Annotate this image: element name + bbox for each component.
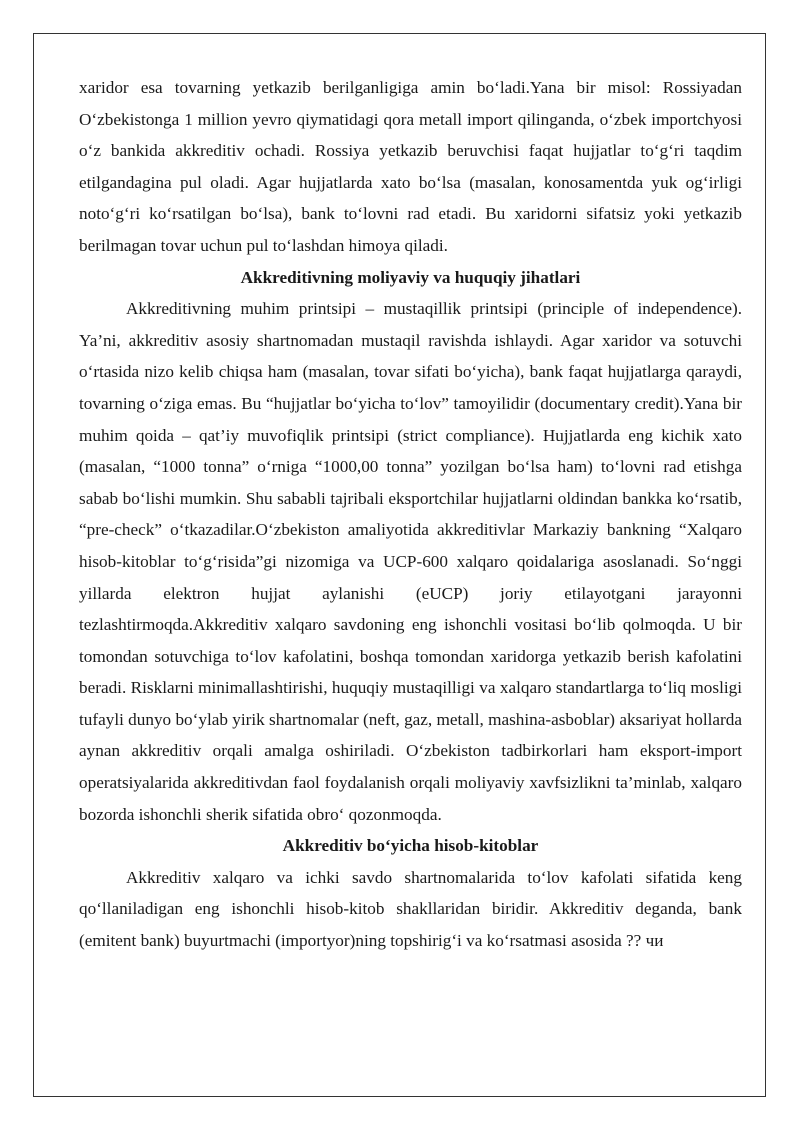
- document-body: [79, 72, 742, 957]
- body-paragraph: xaridor esa tovarning yetkazib berilganligiga amin bo‘ladi.Yana bir misol: Rossiyadan O‘zbekistonga 1 million yevro qiymatidagi qora metall import qilinganda, o‘zbek importchyosi o‘z bankida akkreditiv ochadi. Rossiya yetkazib beruvchisi faqat hujjatlar to‘g‘ri taqdim etilgandagina pul oladi. Agar hujjatlarda xato bo‘lsa (masalan, konosamentda yuk og‘irligi noto‘g‘ri ko‘rsatilgan bo‘lsa), bank to‘lovni rad etadi. Bu xaridorni sifatsiz yoki yetkazib berilmagan tovar uchun pul to‘lashdan himoya qiladi.: [79, 78, 742, 255]
- body-paragraph: Akkreditivning muhim printsipi – mustaqillik printsipi (principle of independence). Ya’ni, akkreditiv asosiy shartnomadan mustaqil ravishda ishlaydi. Agar xaridor va sotuvchi o‘rtasida nizo kelib chiqsa ham (masalan, tovar sifati bo‘yicha), bank faqat hujjatlarga qaraydi, tovarning o‘ziga emas. Bu “hujjatlar bo‘yicha to‘lov” tamoyilidir (documentary credit).Yana bir muhim qoida – qat’iy muvofiqlik printsipi (strict compliance). Hujjatlarda eng kichik xato (masalan, “1000 tonna” o‘rniga “1000,00 tonna” yozilgan bo‘lsa ham) to‘lovni rad etishga sabab bo‘lishi mumkin. Shu sababli tajribali eksportchilar hujjatlarni oldindan bankka ko‘rsatib, “pre-check” o‘tkazadilar.O‘zbekiston amaliyotida akkreditivlar Markaziy bankning “Xalqaro hisob-kitoblar to‘g‘risida”gi nizomiga va UCP-600 xalqaro qoidalariga asoslanadi. So‘nggi yillarda elektron hujjat aylanishi (eUCP) joriy etilayotgani jarayonni tezlashtirmoqda.Akkreditiv xalqaro savdoning eng ishonchli vositasi bo‘lib qolmoqda. U bir tomondan sotuvchiga to‘lov kafolatini, boshqa tomondan xaridorga yetkazib berish kafolatini beradi. Risklarni minimallashtirishi, huquqiy mustaqilligi va xalqaro standartlarga to‘liq mosligi tufayli dunyo bo‘ylab yirik shartnomalar (neft, gaz, metall, mashina-asboblar) aksariyat hollarda aynan akkreditiv orqali amalga oshiriladi. O‘zbekiston tadbirkorlari ham eksport-import operatsiyalarida akkreditivdan faol foydalanish orqali moliyaviy xavfsizlikni ta’minlab, xalqaro bozorda ishonchli sherik sifatida obro‘ qozonmoqda.: [79, 299, 742, 824]
- body-paragraph: Akkreditiv xalqaro va ichki savdo shartnomalarida to‘lov kafolati sifatida keng qo‘llaniladigan eng ishonchli hisob-kitob shakllaridan biridir. Akkreditiv deganda, bank (emitent bank) buyurtmachi (importyor)ning topshirig‘i va ko‘rsatmasi asosida ?? чи: [79, 867, 742, 951]
- section-heading: Akkreditiv bo‘yicha hisob-kitoblar: [282, 836, 539, 856]
- section-heading: Akkreditivning moliyaviy va huquqiy jihatlari: [240, 267, 581, 287]
